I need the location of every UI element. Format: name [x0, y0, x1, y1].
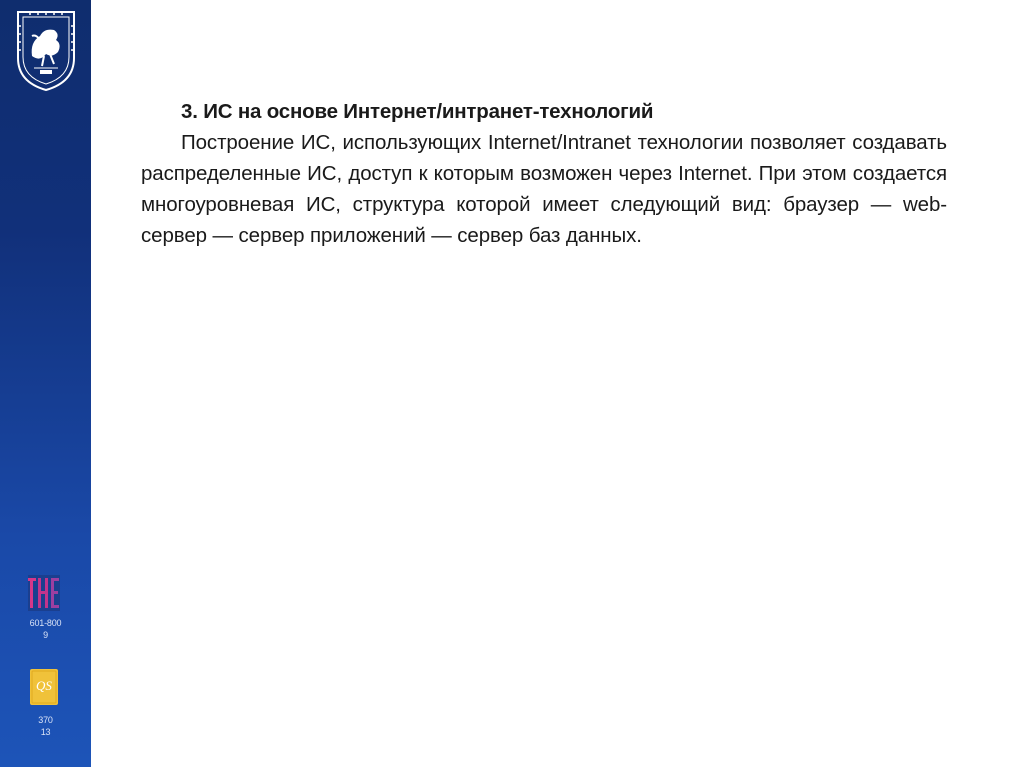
the-ranking-count: 9	[43, 630, 48, 640]
slide-content	[141, 96, 947, 251]
university-crest-icon	[10, 6, 82, 94]
svg-text:QS: QS	[36, 678, 52, 693]
slide-paragraph: Построение ИС, использующих Internet/Intranet технологии позволяет создавать распределенные ИС, доступ к которым возможен через Internet. При этом создается многоуровневая ИС, структура которой имеет следующий вид: браузер — web-сервер — сервер приложений — сервер баз данных.	[141, 131, 947, 247]
the-ranking-logo-icon	[28, 575, 60, 611]
the-ranking-range: 601-800	[29, 618, 62, 628]
slide-heading: 3. ИС на основе Интернет/интранет-технологий	[181, 100, 654, 123]
sidebar	[0, 0, 91, 767]
qs-ranking-rank: 370	[38, 715, 53, 725]
qs-ranking-logo-icon	[30, 669, 58, 705]
qs-ranking-count: 13	[40, 727, 51, 737]
